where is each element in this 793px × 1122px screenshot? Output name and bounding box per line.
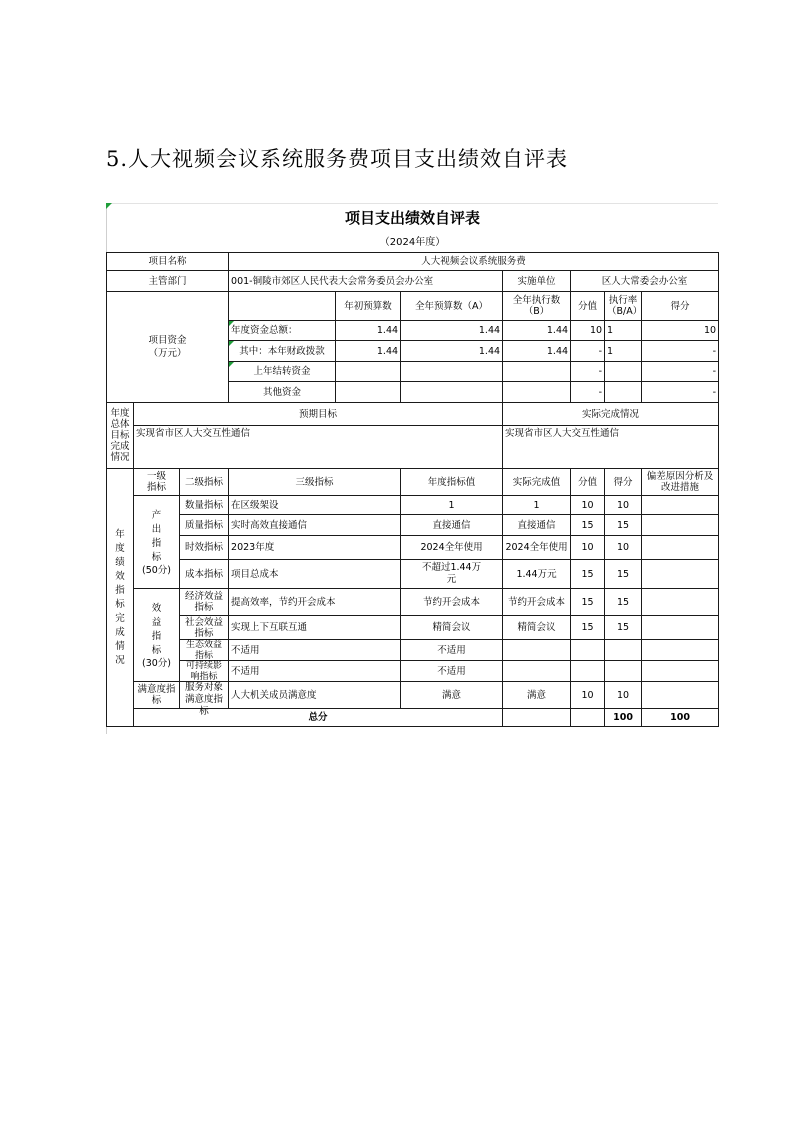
deviation-cell xyxy=(642,640,719,661)
level2-cell xyxy=(180,682,229,717)
score-value-cell: 15 xyxy=(571,560,605,589)
deviation-cell xyxy=(642,515,719,536)
funds-score: - xyxy=(642,382,719,403)
indicator-row xyxy=(107,589,719,616)
actual-cell xyxy=(503,661,571,682)
table-row xyxy=(107,253,719,271)
target-cell: 精简会议 xyxy=(401,616,503,640)
funds-score-value: 10 xyxy=(571,321,605,341)
deviation-header: 偏差原因分析及改进措施 xyxy=(642,469,719,496)
target-cell xyxy=(401,560,503,589)
funds-header-blank xyxy=(229,292,336,321)
funds-score: - xyxy=(642,362,719,382)
funds-rate: 1 xyxy=(605,321,642,341)
benefit-category-points: (30分) xyxy=(141,657,171,669)
actual-value-header: 实际完成值 xyxy=(503,469,571,496)
perf-section-label xyxy=(107,469,134,727)
level2-header: 二级指标 xyxy=(180,469,229,496)
level3-cell: 在区级架设 xyxy=(229,496,401,515)
indicator-row xyxy=(107,682,719,709)
expected-goal-header: 预期目标 xyxy=(134,403,503,426)
impl-unit-value: 区人大常委会办公室 xyxy=(571,271,719,292)
level2-cell xyxy=(180,661,229,682)
target-cell: 满意 xyxy=(401,682,503,709)
deviation-cell xyxy=(642,560,719,589)
funds-label-line2: （万元） xyxy=(148,348,187,359)
funds-full-year: 1.44 xyxy=(401,341,503,362)
deviation-cell xyxy=(642,536,719,560)
score-cell: 15 xyxy=(605,560,642,589)
benefit-category-label: 效益指标 xyxy=(151,602,162,656)
col-score-value: 分值 xyxy=(571,292,605,321)
level3-cell: 2023年度 xyxy=(229,536,401,560)
actual-cell: 2024全年使用 xyxy=(503,536,571,560)
target-cell: 1 xyxy=(401,496,503,515)
actual-result-header: 实际完成情况 xyxy=(503,403,719,426)
funds-row-label: 其中：本年财政拨款 xyxy=(229,341,336,362)
level3-cell: 实现上下互联互通 xyxy=(229,616,401,640)
goal-section-label xyxy=(107,403,134,469)
score-value-cell xyxy=(571,640,605,661)
funds-row-label: 上年结转资金 xyxy=(229,362,336,382)
actual-cell: 直接通信 xyxy=(503,515,571,536)
total-score-value: 100 xyxy=(605,709,642,727)
funds-score-value: - xyxy=(571,341,605,362)
funds-rate xyxy=(605,382,642,403)
table-row xyxy=(107,292,719,321)
satisfaction-category-label: 满意度指标 xyxy=(137,684,176,706)
score-header: 得分 xyxy=(605,469,642,496)
funds-score-value: - xyxy=(571,382,605,403)
score-cell: 15 xyxy=(605,515,642,536)
actual-cell: 精简会议 xyxy=(503,616,571,640)
level3-cell: 提高效率，节约开会成本 xyxy=(229,589,401,616)
funds-full-year xyxy=(401,362,503,382)
deviation-cell xyxy=(642,496,719,515)
level2-cell xyxy=(180,640,229,661)
target-cell: 不适用 xyxy=(401,640,503,661)
score-value-cell: 15 xyxy=(571,515,605,536)
indicator-row xyxy=(107,640,719,661)
level3-header: 三级指标 xyxy=(229,469,401,496)
deviation-cell xyxy=(642,661,719,682)
deviation-cell xyxy=(642,682,719,709)
funds-initial xyxy=(336,362,401,382)
total-blank xyxy=(571,709,605,727)
score-value-cell: 15 xyxy=(571,616,605,640)
goal-section-text: 年度总体目标完成情况 xyxy=(110,408,130,463)
table-row xyxy=(107,426,719,469)
funds-executed xyxy=(503,382,571,403)
level1-header-text: 一级指标 xyxy=(146,471,166,493)
funds-initial: 1.44 xyxy=(336,341,401,362)
satisfaction-category xyxy=(134,682,180,709)
funds-initial: 1.44 xyxy=(336,321,401,341)
deviation-cell xyxy=(642,616,719,640)
total-row xyxy=(107,709,719,727)
total-label: 总分 xyxy=(134,709,503,727)
table-row xyxy=(107,403,719,426)
total-blank xyxy=(503,709,571,727)
level2-cell-text: 经济效益指标 xyxy=(185,591,224,613)
project-name-label: 项目名称 xyxy=(107,253,229,271)
funds-score: - xyxy=(642,341,719,362)
indicator-row xyxy=(107,515,719,536)
output-category xyxy=(134,496,180,589)
spreadsheet-page xyxy=(106,203,718,734)
col-full-year-budget: 全年预算数（A） xyxy=(401,292,503,321)
level1-header xyxy=(134,469,180,496)
score-cell: 15 xyxy=(605,616,642,640)
target-cell: 2024全年使用 xyxy=(401,536,503,560)
evaluation-table xyxy=(106,252,719,727)
col-full-year-exec: 全年执行数（B） xyxy=(503,292,571,321)
impl-unit-label: 实施单位 xyxy=(503,271,571,292)
table-row xyxy=(107,469,719,496)
funds-rate xyxy=(605,362,642,382)
benefit-category xyxy=(134,589,180,682)
target-cell: 直接通信 xyxy=(401,515,503,536)
actual-cell: 满意 xyxy=(503,682,571,709)
expected-goal-text: 实现省市区人大交互性通信 xyxy=(134,426,503,469)
annual-target-header: 年度指标值 xyxy=(401,469,503,496)
level2-cell: 数量指标 xyxy=(180,496,229,515)
target-cell: 节约开会成本 xyxy=(401,589,503,616)
department-label: 主管部门 xyxy=(107,271,229,292)
level2-cell xyxy=(180,589,229,616)
level3-cell: 不适用 xyxy=(229,661,401,682)
level2-cell: 质量指标 xyxy=(180,515,229,536)
score-cell: 10 xyxy=(605,536,642,560)
sheet-year: （2024年度） xyxy=(379,237,446,248)
target-cell-text: 不超过1.44万元 xyxy=(421,562,482,585)
funds-full-year: 1.44 xyxy=(401,321,503,341)
level3-cell: 项目总成本 xyxy=(229,560,401,589)
level3-cell: 实时高效直接通信 xyxy=(229,515,401,536)
funds-score-value: - xyxy=(571,362,605,382)
funds-score: 10 xyxy=(642,321,719,341)
perf-section-text: 年度绩效指标完成情况 xyxy=(115,528,125,666)
score-value-cell: 10 xyxy=(571,536,605,560)
project-name-value: 人大视频会议系统服务费 xyxy=(229,253,719,271)
table-row xyxy=(107,271,719,292)
department-value: 001-铜陵市郊区人民代表大会常务委员会办公室 xyxy=(229,271,503,292)
actual-cell xyxy=(503,640,571,661)
level2-cell-text: 社会效益指标 xyxy=(185,616,224,639)
level2-cell xyxy=(180,616,229,640)
total-score: 100 xyxy=(642,709,719,727)
indicator-row xyxy=(107,536,719,560)
funds-full-year xyxy=(401,382,503,403)
level3-cell: 人大机关成员满意度 xyxy=(229,682,401,709)
page-heading: 5.人大视频会议系统服务费项目支出绩效自评表 xyxy=(106,147,569,171)
funds-initial xyxy=(336,382,401,403)
level2-cell-text: 生态效益指标 xyxy=(186,640,223,661)
target-cell: 不适用 xyxy=(401,661,503,682)
funds-label xyxy=(107,292,229,403)
funds-executed: 1.44 xyxy=(503,341,571,362)
sheet-title: 项目支出绩效自评表 xyxy=(344,209,480,227)
deviation-cell xyxy=(642,589,719,616)
funds-rate: 1 xyxy=(605,341,642,362)
output-category-points: (50分) xyxy=(141,564,171,576)
indicator-row xyxy=(107,616,719,640)
indicator-row xyxy=(107,661,719,682)
funds-executed xyxy=(503,362,571,382)
level2-cell-text: 服务对象满意度指标 xyxy=(185,682,224,717)
funds-row-label: 年度资金总额： xyxy=(229,321,336,341)
score-cell: 15 xyxy=(605,589,642,616)
score-cell: 10 xyxy=(605,496,642,515)
actual-cell: 1 xyxy=(503,496,571,515)
indicator-row xyxy=(107,560,719,589)
funds-row-label: 其他资金 xyxy=(229,382,336,403)
level2-cell: 成本指标 xyxy=(180,560,229,589)
level2-cell-text: 可持续影响指标 xyxy=(186,661,223,682)
level2-cell: 时效指标 xyxy=(180,536,229,560)
funds-label-line1: 项目资金 xyxy=(148,335,187,346)
score-cell xyxy=(605,640,642,661)
col-initial-budget: 年初预算数 xyxy=(336,292,401,321)
score-cell: 10 xyxy=(605,682,642,709)
score-value-cell: 10 xyxy=(571,496,605,515)
score-value-header: 分值 xyxy=(571,469,605,496)
actual-cell: 节约开会成本 xyxy=(503,589,571,616)
output-category-label: 产出指标 xyxy=(151,509,162,563)
funds-executed: 1.44 xyxy=(503,321,571,341)
score-value-cell: 15 xyxy=(571,589,605,616)
actual-cell: 1.44万元 xyxy=(503,560,571,589)
indicator-row xyxy=(107,496,719,515)
score-cell xyxy=(605,661,642,682)
actual-result-text: 实现省市区人大交互性通信 xyxy=(503,426,719,469)
score-value-cell: 10 xyxy=(571,682,605,709)
score-value-cell xyxy=(571,661,605,682)
level3-cell: 不适用 xyxy=(229,640,401,661)
col-score: 得分 xyxy=(642,292,719,321)
col-exec-rate: 执行率（B/A） xyxy=(605,292,642,321)
